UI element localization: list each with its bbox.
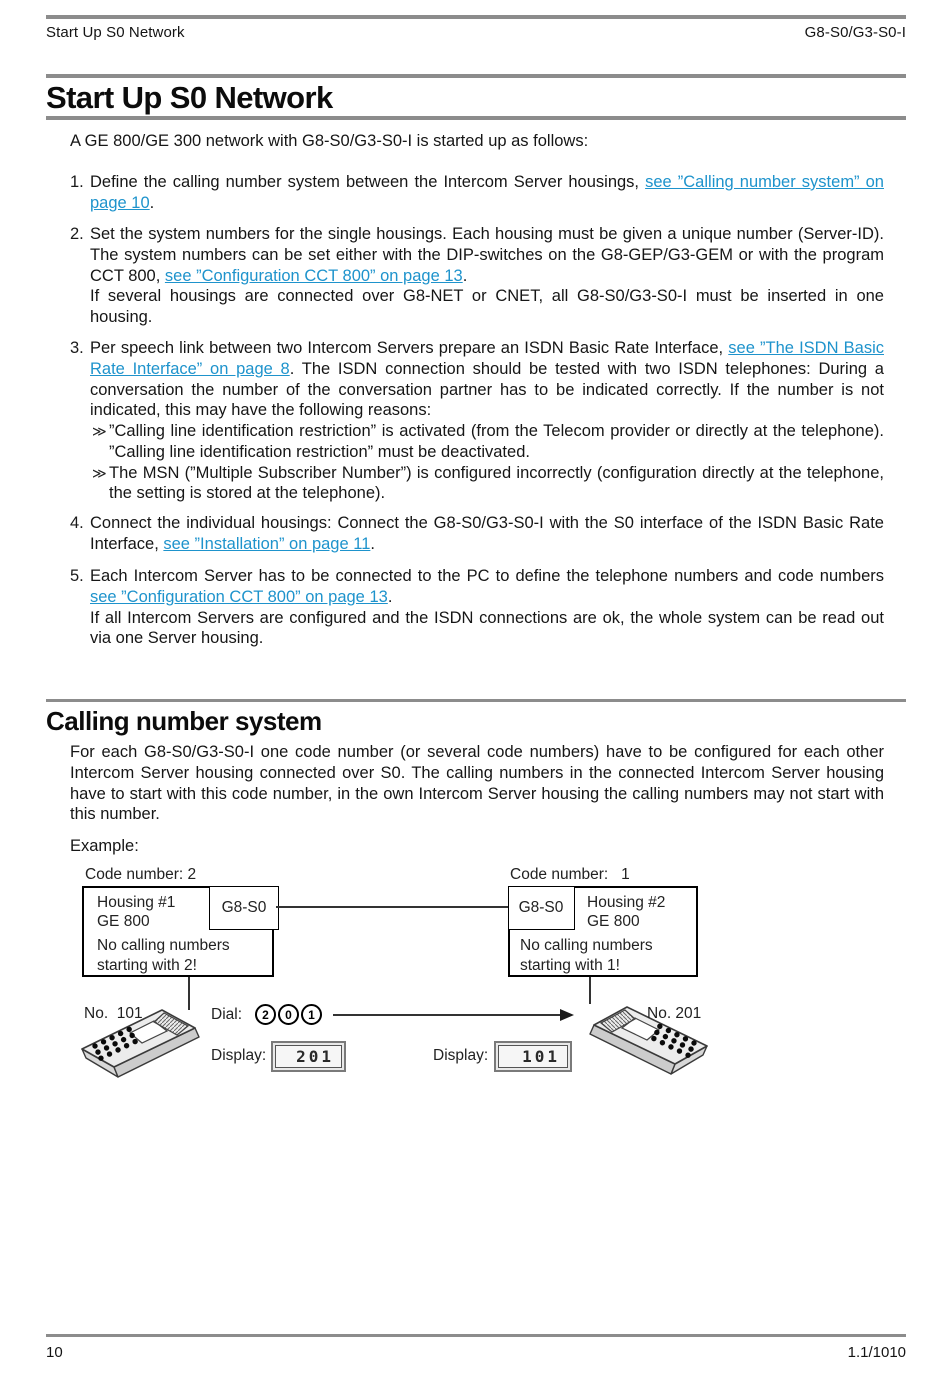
right-display-label: Display: bbox=[433, 1047, 489, 1064]
section-rule bbox=[46, 699, 906, 702]
step-4 bbox=[70, 513, 884, 555]
left-housing-note bbox=[97, 936, 230, 976]
step-1-number: 1. bbox=[70, 173, 84, 191]
right-phone-number-label: No. 201 bbox=[647, 1005, 702, 1022]
sub-bullet-2-text: The MSN (”Multiple Subscriber Number”) is configured incorrectly (configuration directly at the telephone, the setting is stored at the telephone). bbox=[109, 463, 884, 503]
step-3-post: . The ISDN connection should be tested with two ISDN telephones: During a conversation the number of the conversation partner has to be indicated correctly. If the number is not indicated, this may have the following reasons: bbox=[90, 359, 884, 420]
left-code-number-label: Code number: 2 bbox=[85, 866, 197, 883]
section-heading: Calling number system bbox=[46, 706, 322, 736]
title-rule-bottom bbox=[46, 116, 906, 120]
s0-connection-line bbox=[276, 906, 508, 908]
step-2 bbox=[70, 224, 884, 328]
link-isdn-basic-rate-interface[interactable]: see ”The ISDN Basic Rate Interface” on page 8 bbox=[90, 339, 884, 378]
step-1-post: . bbox=[149, 193, 155, 212]
left-phone-number-label: No. 101 bbox=[84, 1005, 143, 1022]
left-note-line2: starting with 2! bbox=[97, 957, 197, 974]
right-code-number-label: Code number: 1 bbox=[510, 866, 630, 883]
step-2-text bbox=[90, 224, 884, 328]
right-housing-title bbox=[587, 893, 665, 931]
step-3-sub-bullets bbox=[90, 421, 884, 504]
dial-label: Dial: bbox=[211, 1006, 243, 1023]
step-5 bbox=[70, 566, 884, 649]
step-3-pre: Per speech link between two Intercom Servers prepare an ISDN Basic Rate Interface, bbox=[90, 339, 729, 357]
left-g8s0-module-box: G8-S0 bbox=[209, 886, 279, 930]
left-housing-title bbox=[97, 893, 175, 931]
chevron-bullet-icon: ≫ bbox=[92, 464, 107, 481]
left-housing-model: GE 800 bbox=[97, 913, 150, 930]
sub-bullet-1 bbox=[92, 421, 884, 463]
link-configuration-cct800-b[interactable]: see ”Configuration CCT 800” on page 13 bbox=[90, 587, 388, 606]
intro-paragraph: A GE 800/GE 300 network with G8-S0/G3-S0-I is started up as follows: bbox=[70, 132, 589, 150]
call-direction-line bbox=[333, 1014, 561, 1016]
step-2-number: 2. bbox=[70, 225, 84, 243]
page-title: Start Up S0 Network bbox=[46, 80, 333, 115]
step-5-text bbox=[90, 566, 884, 649]
sub-bullet-1-text: ”Calling line identification restriction” is activated (from the Telecom provider or directly at the telephone). ”Calling line identification restriction” must be deactivated. bbox=[109, 422, 884, 461]
right-lcd-display bbox=[494, 1041, 572, 1072]
right-lcd-value: 101 bbox=[498, 1045, 568, 1068]
step-4-text bbox=[90, 513, 884, 555]
header-left-title: Start Up S0 Network bbox=[46, 24, 185, 41]
document-version: 1.1/1010 bbox=[847, 1344, 906, 1361]
section-paragraph: For each G8-S0/G3-S0-I one code number (or several code numbers) have to be configured for each other Intercom Server housing connected over S0. The calling numbers in the connected Intercom Server housing have to start with this code number, in the own Intercom Server housing the calling numbers may not start with this number. bbox=[70, 743, 884, 824]
right-g8s0-module-box: G8-S0 bbox=[508, 886, 575, 930]
right-note-line1: No calling numbers bbox=[520, 937, 653, 954]
step-1-text bbox=[90, 172, 884, 214]
step-3 bbox=[70, 338, 884, 504]
link-installation[interactable]: see ”Installation” on page 11 bbox=[163, 534, 371, 553]
right-housing-model: GE 800 bbox=[587, 913, 640, 930]
right-housing-box bbox=[508, 886, 698, 977]
step-1-pre: Define the calling number system between the Intercom Server housings, bbox=[90, 173, 646, 191]
step-1 bbox=[70, 172, 884, 214]
left-lcd-display bbox=[271, 1041, 346, 1072]
right-note-line2: starting with 1! bbox=[520, 957, 620, 974]
step-5-extra: If all Intercom Servers are configured and the ISDN connections are ok, the whole system can be read out via one Server housing. bbox=[90, 608, 884, 648]
footer-rule bbox=[46, 1334, 906, 1337]
step-3-text bbox=[90, 338, 884, 504]
example-label: Example: bbox=[70, 837, 139, 855]
link-calling-number-system[interactable]: see ”Calling number system” on page 10 bbox=[90, 173, 884, 212]
step-4-post: . bbox=[370, 534, 375, 553]
sub-bullet-2 bbox=[92, 463, 884, 505]
left-note-line1: No calling numbers bbox=[97, 937, 230, 954]
step-4-pre: Connect the individual housings: Connect the G8-S0/G3-S0-I with the S0 interface of the ISDN Basic Rate Interface, bbox=[90, 514, 884, 553]
step-2-post: . bbox=[462, 266, 468, 285]
step-2-pre: Set the system numbers for the single housings. Each housing must be given a unique number (Server-ID). The system numbers can be set either with the DIP-switches on the G8-GEP/G3-GEM or with the program CCT 800, bbox=[90, 225, 884, 285]
dial-digit-1-icon: 1 bbox=[301, 1004, 322, 1025]
header-right-model: G8-S0/G3-S0-I bbox=[804, 24, 906, 41]
step-4-number: 4. bbox=[70, 514, 84, 532]
step-5-post: . bbox=[387, 587, 393, 606]
step-5-pre: Each Intercom Server has to be connected to the PC to define the telephone numbers and code numbers bbox=[90, 567, 884, 585]
step-2-extra: If several housings are connected over G8-NET or CNET, all G8-S0/G3-S0-I must be inserted in one housing. bbox=[90, 287, 884, 327]
left-housing-box bbox=[82, 886, 274, 977]
dial-digit-0-icon: 0 bbox=[278, 1004, 299, 1025]
step-3-number: 3. bbox=[70, 339, 84, 357]
header-rule bbox=[46, 15, 906, 19]
dial-digit-2-icon: 2 bbox=[255, 1004, 276, 1025]
step-5-number: 5. bbox=[70, 567, 84, 585]
title-rule-top bbox=[46, 74, 906, 78]
left-lcd-value: 201 bbox=[275, 1045, 342, 1068]
right-housing-note bbox=[520, 936, 653, 976]
page-number: 10 bbox=[46, 1344, 63, 1361]
dial-digits bbox=[255, 1004, 324, 1025]
chevron-bullet-icon: ≫ bbox=[92, 423, 107, 440]
call-direction-arrow-icon bbox=[560, 1009, 574, 1021]
link-configuration-cct800-a[interactable]: see ”Configuration CCT 800” on page 13 bbox=[164, 266, 463, 285]
left-display-label: Display: bbox=[211, 1047, 267, 1064]
left-housing-name: Housing #1 bbox=[97, 894, 176, 911]
right-housing-name: Housing #2 bbox=[587, 894, 666, 911]
